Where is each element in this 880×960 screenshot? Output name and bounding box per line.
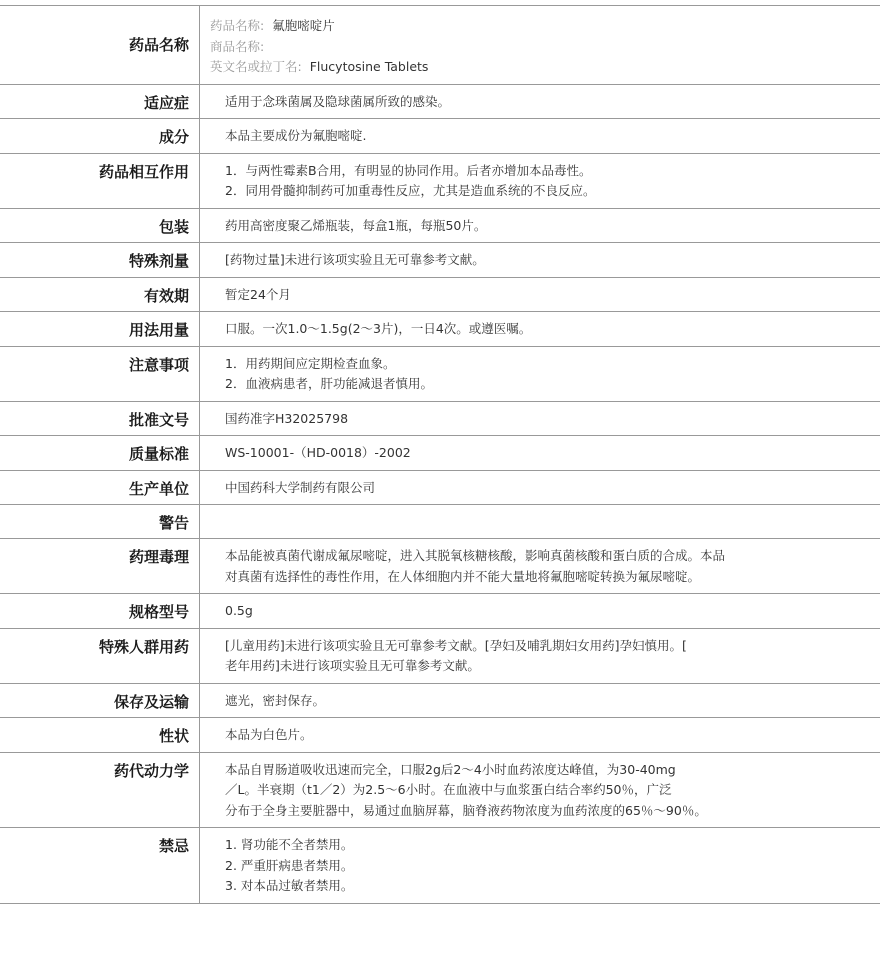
- row-label: 警告: [0, 505, 200, 538]
- row-value: [200, 119, 880, 153]
- value-line: 对真菌有选择性的毒性作用，在人体细胞内并不能大量地将氟胞嘧啶转换为氟尿嘧啶。: [225, 568, 701, 584]
- value-line: 0.5g: [225, 603, 253, 618]
- value-line: 本品自胃肠道吸收迅速而完全，口服2g后2～4小时血药浓度达峰值，为30-40mg: [225, 761, 676, 777]
- row-label: 生产单位: [0, 471, 200, 505]
- drug-name-values: [200, 6, 880, 84]
- value-line: 暂定24个月: [225, 286, 291, 302]
- info-row: [0, 539, 880, 594]
- row-label: 适应症: [0, 85, 200, 119]
- row-value: [200, 753, 880, 828]
- value-line: 3. 对本品过敏者禁用。: [225, 878, 354, 893]
- info-row: [0, 629, 880, 684]
- row-value: [200, 539, 880, 593]
- row-label: 包装: [0, 209, 200, 243]
- info-row: [0, 312, 880, 347]
- row-label: 成分: [0, 119, 200, 153]
- row-value: [200, 471, 880, 505]
- info-row: [0, 436, 880, 471]
- value-line: 2．血液病患者，肝功能减退者慎用。: [225, 376, 433, 391]
- row-label: 有效期: [0, 278, 200, 312]
- value-line: 本品为白色片。: [225, 727, 313, 742]
- english-name-label: 英文名或拉丁名:: [210, 59, 302, 74]
- info-row: [0, 753, 880, 829]
- value-line: 1．与两性霉素B合用，有明显的协同作用。后者亦增加本品毒性。: [225, 162, 592, 178]
- row-label: 禁忌: [0, 828, 200, 903]
- row-label: 用法用量: [0, 312, 200, 346]
- info-row: [0, 154, 880, 209]
- value-line: 2．同用骨髓抑制药可加重毒性反应，尤其是造血系统的不良反应。: [225, 183, 596, 198]
- info-rows: [0, 85, 880, 904]
- row-label: 注意事项: [0, 347, 200, 401]
- row-label: 特殊人群用药: [0, 629, 200, 683]
- value-line: 本品主要成份为氟胞嘧啶.: [225, 128, 367, 143]
- row-value: [200, 402, 880, 436]
- value-line: 老年用药]未进行该项实验且无可靠参考文献。: [225, 658, 480, 673]
- drug-info-table: [0, 5, 880, 904]
- value-line: 中国药科大学制药有限公司: [225, 479, 376, 495]
- trade-name-label: 商品名称:: [210, 38, 265, 54]
- value-line: WS-10001-（HD-0018）-2002: [225, 445, 411, 460]
- row-value: [200, 718, 880, 752]
- row-value: [200, 85, 880, 119]
- row-value: [200, 347, 880, 401]
- row-value: [200, 828, 880, 903]
- info-row: [0, 119, 880, 154]
- value-line: 本品能被真菌代谢成氟尿嘧啶，进入其脱氧核糖核酸，影响真菌核酸和蛋白质的合成。本品: [225, 548, 726, 563]
- row-label: 药品名称: [0, 6, 200, 84]
- row-label: 批准文号: [0, 402, 200, 436]
- info-row: [0, 684, 880, 719]
- value-line: 遮光，密封保存。: [225, 692, 326, 708]
- info-row: [0, 594, 880, 629]
- row-label: 特殊剂量: [0, 243, 200, 277]
- row-value: [200, 312, 880, 346]
- value-line: 适用于念珠菌属及隐球菌属所致的感染。: [225, 93, 451, 109]
- info-row: [0, 243, 880, 278]
- row-label: 药品相互作用: [0, 154, 200, 208]
- info-row: [0, 402, 880, 437]
- generic-name-line: [210, 16, 870, 37]
- value-line: [儿童用药]未进行该项实验且无可靠参考文献。[孕妇及哺乳期妇女用药]孕妇慎用。[: [225, 637, 687, 653]
- english-name-line: [210, 57, 870, 78]
- info-row: [0, 347, 880, 402]
- value-line: [药物过量]未进行该项实验且无可靠参考文献。: [225, 252, 485, 267]
- value-line: 口服。一次1.0～1.5g(2～3片)，一日4次。或遵医嘱。: [225, 321, 532, 336]
- row-value: [200, 594, 880, 628]
- drug-name-row: [0, 6, 880, 85]
- row-value: [200, 278, 880, 312]
- info-row: [0, 471, 880, 506]
- info-row: [0, 278, 880, 313]
- value-line: 药用高密度聚乙烯瓶装，每盒1瓶，每瓶50片。: [225, 217, 487, 233]
- row-label: 药代动力学: [0, 753, 200, 828]
- row-value: [200, 505, 880, 538]
- value-line: 国药准字H32025798: [225, 410, 349, 426]
- generic-name-label: 药品名称:: [210, 18, 265, 33]
- row-label: 质量标准: [0, 436, 200, 470]
- row-label: 规格型号: [0, 594, 200, 628]
- row-value: [200, 154, 880, 208]
- info-row: [0, 209, 880, 244]
- info-row: [0, 828, 880, 904]
- row-value: [200, 209, 880, 243]
- row-value: [200, 243, 880, 277]
- value-line: 1. 肾功能不全者禁用。: [225, 837, 354, 852]
- generic-name-value: 氟胞嘧啶片: [272, 18, 335, 33]
- value-line: 1．用药期间应定期检查血象。: [225, 355, 396, 371]
- row-label: 保存及运输: [0, 684, 200, 718]
- english-name-value: Flucytosine Tablets: [309, 59, 429, 74]
- trade-name-line: [210, 37, 870, 58]
- value-line: ／L。半衰期（t1／2）为2.5～6小时。在血液中与血浆蛋白结合率约50％，广泛: [225, 782, 672, 797]
- info-row: [0, 718, 880, 753]
- row-value: [200, 436, 880, 470]
- row-label: 性状: [0, 718, 200, 752]
- row-value: [200, 629, 880, 683]
- info-row: [0, 505, 880, 539]
- value-line: 分布于全身主要脏器中，易通过血脑屏幕，脑脊液药物浓度为血药浓度的65％～90％。: [225, 802, 707, 818]
- value-line: 2. 严重肝病患者禁用。: [225, 857, 354, 873]
- row-label: 药理毒理: [0, 539, 200, 593]
- row-value: [200, 684, 880, 718]
- info-row: [0, 85, 880, 120]
